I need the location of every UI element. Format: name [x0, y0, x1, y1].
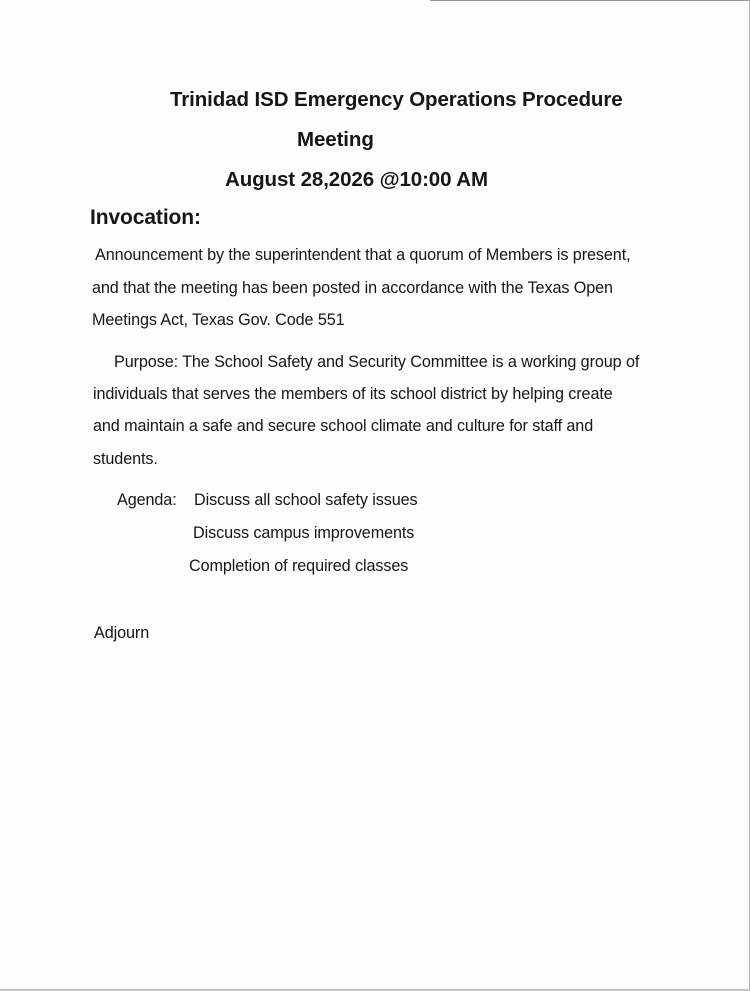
agenda-item: Discuss campus improvements	[193, 524, 415, 542]
agenda-label: Agenda:	[117, 491, 177, 509]
document-title-continued: Meeting	[297, 128, 374, 151]
invocation-heading: Invocation:	[90, 206, 201, 229]
announcement-line: and that the meeting has been posted in accordance with the Texas Open	[92, 279, 613, 297]
meeting-date: August 28,2026 @10:00 AM	[225, 168, 488, 191]
purpose-line: individuals that serves the members of its school district by helping create	[93, 385, 613, 403]
agenda-item: Discuss all school safety issues	[194, 491, 418, 509]
document-title: Trinidad ISD Emergency Operations Procedure	[170, 88, 623, 111]
purpose-line: Purpose: The School Safety and Security Committee is a working group of	[114, 353, 640, 371]
adjourn-text: Adjourn	[94, 624, 150, 642]
scan-edge-top	[430, 0, 750, 1]
announcement-line: Announcement by the superintendent that a quorum of Members is present,	[95, 246, 631, 264]
purpose-line: and maintain a safe and secure school climate and culture for staff and	[93, 417, 594, 435]
purpose-line: students.	[93, 450, 158, 468]
agenda-item: Completion of required classes	[189, 557, 409, 575]
announcement-line: Meetings Act, Texas Gov. Code 551	[92, 311, 345, 329]
